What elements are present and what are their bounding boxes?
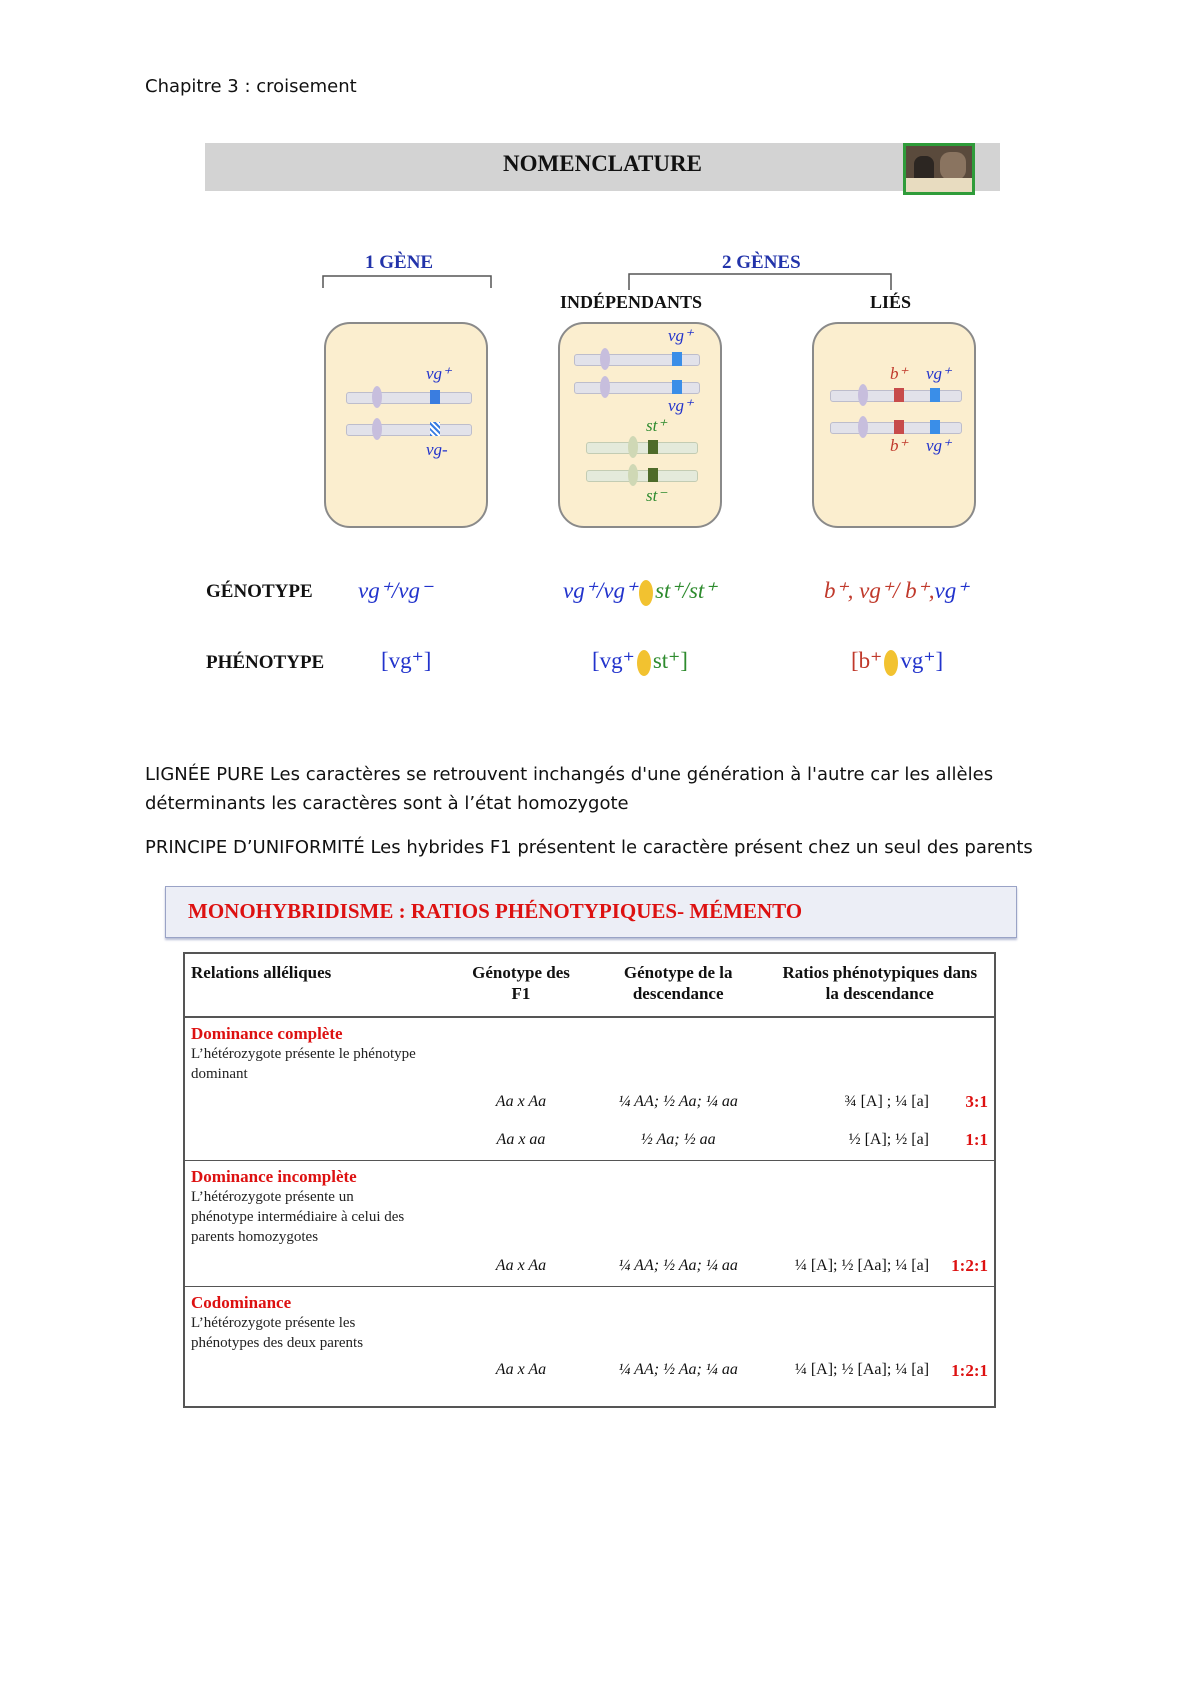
ratio-cell: 1:1 bbox=[965, 1129, 988, 1149]
section-title: Dominance incomplète bbox=[191, 1166, 357, 1186]
allele-band-vg-plus bbox=[672, 352, 682, 366]
descendance-cell: ¼ AA; ½ Aa; ¼ aa bbox=[618, 1093, 738, 1110]
centromere bbox=[858, 416, 868, 438]
memento-header bbox=[165, 886, 1017, 938]
separator-dot bbox=[639, 580, 653, 606]
table-row bbox=[184, 1353, 995, 1407]
header-genotype-descendance: Génotype de la descendance bbox=[591, 953, 766, 1017]
classroom-photo bbox=[903, 143, 975, 195]
centromere bbox=[858, 384, 868, 406]
pure-line-paragraph-line2: déterminants les caractères sont à l’état homozygote bbox=[145, 793, 629, 814]
chromosome bbox=[586, 442, 698, 454]
genotype-st: st⁺/st⁺ bbox=[655, 578, 717, 603]
cross-cell: Aa x aa bbox=[496, 1130, 546, 1148]
allele-band-st-minus bbox=[648, 468, 658, 482]
label-b-plus: b⁺ bbox=[890, 364, 908, 383]
section-description: L’hétérozygote présente le phénotype bbox=[191, 1046, 416, 1062]
table-header-row bbox=[184, 953, 995, 1017]
section-title: Dominance complète bbox=[191, 1024, 343, 1043]
ratio-cell: 3:1 bbox=[965, 1092, 988, 1111]
phenotype-independent bbox=[592, 648, 688, 676]
cell-linked bbox=[812, 322, 976, 528]
centromere bbox=[628, 464, 638, 486]
section-header-row bbox=[184, 1160, 995, 1247]
allele-band-vg-plus bbox=[930, 388, 940, 402]
phenotype-label: PHÉNOTYPE bbox=[206, 652, 325, 673]
section-description: L’hétérozygote présente les bbox=[191, 1315, 356, 1331]
phenotype-linked bbox=[851, 648, 943, 676]
centromere bbox=[600, 348, 610, 370]
section-description: dominant bbox=[191, 1066, 248, 1082]
allele-band-b-plus bbox=[894, 388, 904, 402]
cross-cell: Aa x Aa bbox=[495, 1257, 547, 1275]
allele-band-vg-plus bbox=[672, 380, 682, 394]
cross-cell: Aa x Aa bbox=[495, 1093, 547, 1110]
chromosome bbox=[586, 470, 698, 482]
centromere bbox=[372, 418, 382, 440]
header-relations: Relations alléliques bbox=[184, 953, 451, 1017]
header-ratios: Ratios phénotypiques dans la descendance bbox=[766, 953, 996, 1017]
label-vg-plus: vg⁺ bbox=[668, 396, 694, 415]
separator-dot bbox=[884, 650, 898, 676]
one-gene-bracket bbox=[320, 272, 495, 290]
ratios-cell: ¼ [A]; ½ [Aa]; ¼ [a] bbox=[794, 1361, 930, 1378]
genotype-vg: vg⁺ bbox=[934, 578, 969, 603]
phenotype-vg: vg⁺] bbox=[900, 648, 944, 673]
section-description: phénotype intermédiaire à celui des bbox=[191, 1208, 405, 1225]
genotype-vg: vg⁺/vg⁺ bbox=[563, 578, 638, 603]
section-description: parents homozygotes bbox=[191, 1228, 319, 1245]
phenotype-one-gene: [vg⁺] bbox=[381, 648, 432, 673]
label-vg-plus: vg⁺ bbox=[668, 326, 694, 345]
chromosome bbox=[346, 424, 472, 436]
linked-heading: LIÉS bbox=[870, 292, 912, 312]
section-description: phénotypes des deux parents bbox=[191, 1335, 364, 1351]
ratios-cell: ¼ [A]; ½ [Aa]; ¼ [a] bbox=[794, 1257, 930, 1275]
independent-heading: INDÉPENDANTS bbox=[560, 292, 703, 312]
genotype-b: b⁺, vg⁺/ b⁺, bbox=[824, 578, 935, 603]
nomenclature-header bbox=[205, 143, 1000, 191]
uniformity-paragraph: PRINCIPE D’UNIFORMITÉ Les hybrides F1 présentent le caractère présent chez un seul des parents bbox=[145, 837, 1033, 858]
phenotype-vg: [vg⁺ bbox=[592, 648, 635, 673]
label-b-plus: b⁺ bbox=[890, 436, 908, 455]
memento-title: MONOHYBRIDISME : RATIOS PHÉNOTYPIQUES- MÉMENTO bbox=[188, 899, 803, 923]
section-header-row bbox=[184, 1017, 995, 1084]
genotype-label: GÉNOTYPE bbox=[206, 581, 313, 602]
memento-table bbox=[183, 952, 996, 1408]
centromere bbox=[628, 436, 638, 458]
cell-one-gene bbox=[324, 322, 488, 528]
pure-line-paragraph-line1: LIGNÉE PURE Les caractères se retrouvent inchangés d'une génération à l'autre car les allèles bbox=[145, 764, 994, 785]
phenotype-b: [b⁺ bbox=[851, 648, 883, 673]
label-vg-minus: vg- bbox=[426, 440, 448, 459]
genotype-one-gene: vg⁺/vg⁻ bbox=[358, 578, 433, 603]
centromere bbox=[372, 386, 382, 408]
descendance-cell: ¼ AA; ½ Aa; ¼ aa bbox=[618, 1257, 738, 1275]
centromere bbox=[600, 376, 610, 398]
label-st-minus: st⁻ bbox=[646, 486, 667, 505]
table-row bbox=[184, 1247, 995, 1287]
allele-band-st-plus bbox=[648, 440, 658, 454]
label-st-plus: st⁺ bbox=[646, 416, 667, 435]
phenotype-st: st⁺] bbox=[652, 648, 688, 673]
section-title: Codominance bbox=[191, 1293, 292, 1312]
nomenclature-title: NOMENCLATURE bbox=[503, 151, 702, 176]
allele-band-b-plus bbox=[894, 420, 904, 434]
table-row bbox=[184, 1084, 995, 1120]
section-header-row bbox=[184, 1287, 995, 1354]
ratios-cell: ¾ [A] ; ¼ [a] bbox=[844, 1093, 930, 1110]
ratios-cell: ½ [A]; ½ [a] bbox=[848, 1130, 930, 1148]
two-genes-bracket bbox=[626, 262, 896, 292]
header-genotype-f1: Génotype des F1 bbox=[451, 953, 591, 1017]
genotype-linked bbox=[824, 578, 968, 604]
ratio-cell: 1:2:1 bbox=[951, 1256, 988, 1276]
page-heading: Chapitre 3 : croisement bbox=[145, 76, 357, 97]
cell-independent bbox=[558, 322, 722, 528]
label-vg-plus: vg⁺ bbox=[926, 436, 952, 455]
genotype-independent bbox=[563, 578, 716, 606]
section-description: L’hétérozygote présente un bbox=[191, 1188, 354, 1205]
allele-band-vg-minus bbox=[430, 422, 440, 436]
separator-dot bbox=[637, 650, 651, 676]
ratio-cell: 1:2:1 bbox=[951, 1361, 988, 1380]
cross-cell: Aa x Aa bbox=[495, 1361, 547, 1378]
descendance-cell: ½ Aa; ½ aa bbox=[640, 1130, 716, 1148]
descendance-cell: ¼ AA; ½ Aa; ¼ aa bbox=[618, 1361, 738, 1378]
label-vg-plus: vg⁺ bbox=[926, 364, 952, 383]
allele-band-vg-plus bbox=[430, 390, 440, 404]
label-vg-plus: vg⁺ bbox=[426, 364, 452, 383]
table-row bbox=[184, 1120, 995, 1160]
two-genes-heading: 2 GÈNES bbox=[722, 252, 801, 273]
allele-band-vg-plus bbox=[930, 420, 940, 434]
one-gene-heading: 1 GÈNE bbox=[365, 252, 434, 273]
chromosome bbox=[346, 392, 472, 404]
